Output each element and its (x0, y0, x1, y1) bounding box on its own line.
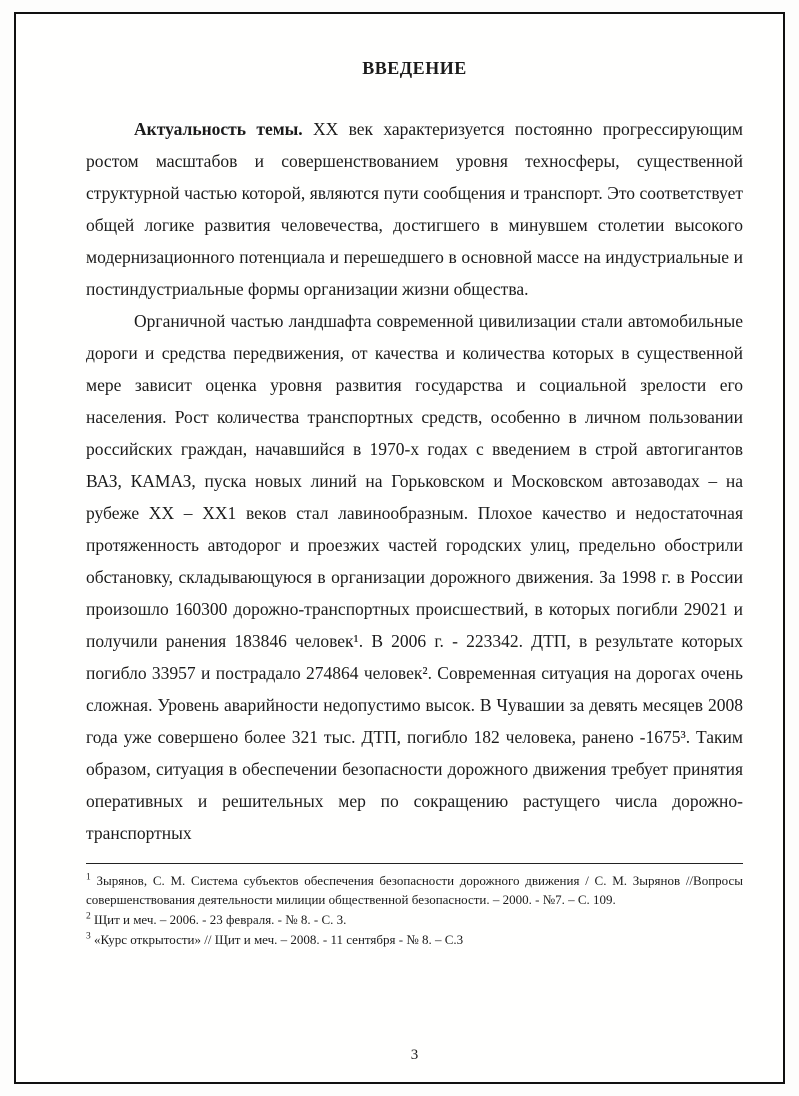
footnote-marker: 2 (86, 911, 91, 922)
footnote-marker: 3 (86, 931, 91, 942)
page-title: ВВЕДЕНИЕ (362, 58, 467, 78)
document-page (14, 12, 785, 1084)
body-text (86, 113, 743, 849)
paragraph-text: Органичной частью ландшафта современной цивилизации стали автомобильные дороги и средства передвижения, от качества и количества которых в существенной мере зависит оценка уровня развития государства и социальной зрелости его населения. Рост количества транспортных средств, особенно в личном пользовании российских граждан, начавшийся в 1970-х годах с введением в строй автогигантов ВАЗ, КАМАЗ, пуска новых линий на Горьковском и Московском автозаводах – на рубеже XX – XX1 веков стал лавинообразным. Плохое качество и недостаточная протяженность автодорог и проезжих частей городских улиц, предельно обострили обстановку, складывающуюся в организации дорожного движения. За 1998 г. в России произошло 160300 дорожно-транспортных происшествий, в которых погибли 29021 и получили ранения 183846 человек¹. В 2006 г. - 223342. ДТП, в результате которых погибло 33957 и пострадало 274864 человек². Современная ситуация на дорогах очень сложная. Уровень аварийности недопустимо высок. В Чувашии за девять месяцев 2008 года уже совершено более 321 тыс. ДТП, погибло 182 человека, ранено -1675³. Таким образом, ситуация в обеспечении безопасности дорожного движения требует принятия оперативных и решительных мер по сокращению растущего числа дорожно-транспортных (86, 311, 743, 843)
footnote-text: Щит и меч. – 2006. - 23 февраля. - № 8. - С. 3. (94, 912, 347, 927)
footnote (86, 910, 743, 929)
page-number: 3 (410, 1047, 419, 1063)
footnote (86, 930, 743, 949)
footnote (86, 871, 743, 909)
footnote-marker: 1 (86, 872, 91, 883)
paragraph (86, 305, 743, 849)
paragraph (86, 113, 743, 305)
footnote-section (86, 863, 743, 950)
paragraph-text: XX век характеризуется постоянно прогрессирующим ростом масштабов и совершенствованием уровня техносферы, существенной структурной частью которой, являются пути сообщения и транспорт. Это соответствует общей логике развития человечества, достигшего в минувшем столетии высокого модернизационного потенциала и перешедшего в основной массе на индустриальные и постиндустриальные формы организации жизни общества. (86, 119, 743, 299)
footnote-text: «Курс открытости» // Щит и меч. – 2008. - 11 сентября - № 8. – С.3 (94, 932, 464, 947)
paragraph-lead: Актуальность темы. (134, 119, 303, 139)
footnote-text: Зырянов, С. М. Система субъектов обеспечения безопасности дорожного движения / С. М. Зырянов //Вопросы совершенствования деятельности милиции общественной безопасности. – 2000. - №7. – С. 109. (86, 873, 744, 907)
